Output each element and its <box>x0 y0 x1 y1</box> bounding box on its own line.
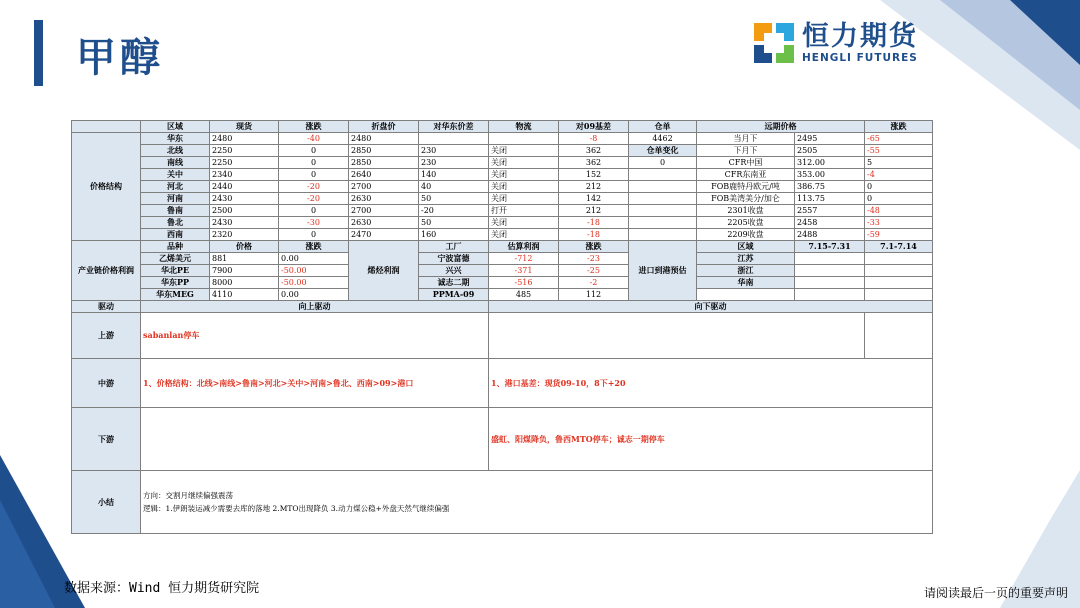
diff-cell: -20 <box>419 205 489 217</box>
factory-change-cell: -2 <box>559 277 629 289</box>
header-change2: 涨跌 <box>865 121 933 133</box>
change-cell: 0 <box>279 229 349 241</box>
change-cell: -30 <box>279 217 349 229</box>
forward-label-cell: 2209收盘 <box>697 229 795 241</box>
warehouse-cell <box>629 229 697 241</box>
basis-cell: -18 <box>559 229 629 241</box>
factory-profit-cell: -516 <box>489 277 559 289</box>
forward-label-cell: CFR中国 <box>697 157 795 169</box>
logistics-cell: 关闭 <box>489 145 559 157</box>
basis-cell: -18 <box>559 217 629 229</box>
table-row <box>72 265 933 277</box>
region-cell: 南线 <box>141 157 210 169</box>
disclaimer-note: 请阅读最后一页的重要声明 <box>923 586 1068 600</box>
warehouse-cell <box>629 217 697 229</box>
section-chain-profit: 产业链价格利润 <box>72 241 141 301</box>
product-name-cell: 乙烯美元 <box>141 253 210 265</box>
section-olefin-profit: 烯烃利润 <box>349 241 419 301</box>
change-cell: -20 <box>279 181 349 193</box>
logistics-cell: 关闭 <box>489 229 559 241</box>
forward-value-cell: 2488 <box>795 229 865 241</box>
region-cell: 北线 <box>141 145 210 157</box>
forward-change-cell: 5 <box>865 157 933 169</box>
factory-profit-cell: 485 <box>489 289 559 301</box>
warehouse-cell: 4462 <box>629 133 697 145</box>
forward-label-cell: 2205收盘 <box>697 217 795 229</box>
factory-name-cell: 宁波富德 <box>419 253 489 265</box>
logistics-cell: 打开 <box>489 205 559 217</box>
region-cell: 鲁南 <box>141 205 210 217</box>
import-period-2-cell <box>865 277 933 289</box>
product-price-cell: 7900 <box>210 265 279 277</box>
logistics-cell: 关闭 <box>489 193 559 205</box>
basis-cell: 152 <box>559 169 629 181</box>
forward-label-cell: 当月下 <box>697 133 795 145</box>
change-cell: 0 <box>279 205 349 217</box>
warehouse-cell <box>629 205 697 217</box>
header-up-driver: 向上驱动 <box>141 301 489 313</box>
header-product-change: 涨跌 <box>279 241 349 253</box>
converted-cell: 2850 <box>349 157 419 169</box>
table-row <box>72 181 933 193</box>
converted-cell: 2640 <box>349 169 419 181</box>
up-driver-cell <box>141 313 489 359</box>
forward-change-cell: -33 <box>865 217 933 229</box>
forward-change-cell: -59 <box>865 229 933 241</box>
forward-change-cell: -55 <box>865 145 933 157</box>
table-row <box>72 121 933 133</box>
factory-profit-cell: -712 <box>489 253 559 265</box>
spot-cell: 2340 <box>210 169 279 181</box>
header-vs_east: 对华东价差 <box>419 121 489 133</box>
logistics-cell <box>489 133 559 145</box>
section-import-estimate: 进口到港预估 <box>629 241 697 301</box>
factory-name-cell: PPMA-09 <box>419 289 489 301</box>
region-cell: 鲁北 <box>141 217 210 229</box>
product-change-cell: 0.00 <box>279 253 349 265</box>
warehouse-cell <box>629 193 697 205</box>
forward-value-cell: 312.00 <box>795 157 865 169</box>
header-change: 涨跌 <box>279 121 349 133</box>
import-period-2-cell <box>865 289 933 301</box>
header-blank <box>72 121 141 133</box>
table-row <box>72 145 933 157</box>
region-cell: 西南 <box>141 229 210 241</box>
header-product: 品种 <box>141 241 210 253</box>
header-spot: 现货 <box>210 121 279 133</box>
section-price-structure: 价格结构 <box>72 133 141 241</box>
forward-change-cell: -4 <box>865 169 933 181</box>
basis-cell: -8 <box>559 133 629 145</box>
product-change-cell: 0.00 <box>279 289 349 301</box>
import-area-cell: 江苏 <box>697 253 795 265</box>
logistics-cell: 关闭 <box>489 181 559 193</box>
converted-cell: 2700 <box>349 181 419 193</box>
methanol-data-table <box>71 120 933 534</box>
table-row <box>72 229 933 241</box>
import-period-1-cell <box>795 253 865 265</box>
driver-stage-cell: 下游 <box>72 408 141 471</box>
company-logo <box>754 22 918 64</box>
logistics-cell: 关闭 <box>489 169 559 181</box>
spot-cell: 2320 <box>210 229 279 241</box>
forward-change-cell: 0 <box>865 193 933 205</box>
import-period-2-cell <box>865 265 933 277</box>
up-driver-text: 1、价格结构：北线>南线>鲁南>河北>关中>河南>鲁北、西南>09>港口 <box>143 377 414 388</box>
up-driver-cell <box>141 408 489 471</box>
product-name-cell: 华东MEG <box>141 289 210 301</box>
change-cell: 0 <box>279 169 349 181</box>
header-region: 区域 <box>141 121 210 133</box>
header-factory-change: 涨跌 <box>559 241 629 253</box>
table-row <box>72 277 933 289</box>
header-forward: 远期价格 <box>697 121 865 133</box>
region-cell: 河南 <box>141 193 210 205</box>
logistics-cell: 关闭 <box>489 157 559 169</box>
warehouse-cell: 0 <box>629 157 697 169</box>
table-row <box>72 193 933 205</box>
spot-cell: 2480 <box>210 133 279 145</box>
diff-cell: 50 <box>419 193 489 205</box>
summary-text: 方向：交割月继续偏强震荡 <box>143 491 233 500</box>
table-row <box>72 253 933 265</box>
change-cell: 0 <box>279 145 349 157</box>
header-area: 区域 <box>697 241 795 253</box>
basis-cell: 212 <box>559 181 629 193</box>
header-converted: 折盘价 <box>349 121 419 133</box>
logistics-cell: 关闭 <box>489 217 559 229</box>
converted-cell: 2470 <box>349 229 419 241</box>
forward-value-cell: 2495 <box>795 133 865 145</box>
logo-english-text: HENGLI FUTURES <box>802 52 918 64</box>
down-driver-cell <box>489 313 865 359</box>
factory-change-cell: -23 <box>559 253 629 265</box>
logo-mark-icon <box>754 23 794 63</box>
header-logistics: 物流 <box>489 121 559 133</box>
product-change-cell: -50.00 <box>279 277 349 289</box>
forward-value-cell: 2505 <box>795 145 865 157</box>
table-row <box>72 408 933 471</box>
table-row <box>72 169 933 181</box>
import-period-1-cell <box>795 265 865 277</box>
driver-stage-cell: 上游 <box>72 313 141 359</box>
header-warehouse: 仓单 <box>629 121 697 133</box>
spot-cell: 2430 <box>210 193 279 205</box>
converted-cell: 2700 <box>349 205 419 217</box>
forward-value-cell: 386.75 <box>795 181 865 193</box>
converted-cell: 2850 <box>349 145 419 157</box>
change-cell: -20 <box>279 193 349 205</box>
forward-label-cell: CFR东南亚 <box>697 169 795 181</box>
spot-cell: 2500 <box>210 205 279 217</box>
spot-cell: 2250 <box>210 157 279 169</box>
down-driver-cell <box>489 359 933 408</box>
header-period-1: 7.15-7.31 <box>795 241 865 253</box>
converted-cell: 2630 <box>349 193 419 205</box>
import-period-2-cell <box>865 253 933 265</box>
title-accent-bar <box>34 20 43 86</box>
logo-chinese-text: 恒力期货 <box>802 21 918 52</box>
forward-value-cell: 2458 <box>795 217 865 229</box>
down-driver-text: 盛虹、阳煤降负，鲁西MTO停车；诚志一期停车 <box>491 433 665 444</box>
diff-cell: 160 <box>419 229 489 241</box>
section-drivers: 驱动 <box>72 301 141 313</box>
table-row <box>72 205 933 217</box>
forward-value-cell: 353.00 <box>795 169 865 181</box>
change-cell: -40 <box>279 133 349 145</box>
up-driver-cell <box>141 359 489 408</box>
blank-cell <box>865 313 933 359</box>
forward-label-cell: FOB美湾美分/加仑 <box>697 193 795 205</box>
data-source: 数据来源：Wind 恒力期货研究院 <box>64 581 260 596</box>
header-period-2: 7.1-7.14 <box>865 241 933 253</box>
product-change-cell: -50.00 <box>279 265 349 277</box>
diff-cell: 230 <box>419 145 489 157</box>
table-row <box>72 217 933 229</box>
region-cell: 华东 <box>141 133 210 145</box>
import-area-cell: 浙江 <box>697 265 795 277</box>
table-row <box>72 289 933 301</box>
diff-cell: 50 <box>419 217 489 229</box>
region-cell: 河北 <box>141 181 210 193</box>
diff-cell: 230 <box>419 157 489 169</box>
factory-name-cell: 诚志二期 <box>419 277 489 289</box>
factory-name-cell: 兴兴 <box>419 265 489 277</box>
table-row <box>72 157 933 169</box>
table-row <box>72 359 933 408</box>
driver-stage-cell: 中游 <box>72 359 141 408</box>
converted-cell: 2630 <box>349 217 419 229</box>
forward-value-cell: 113.75 <box>795 193 865 205</box>
region-cell: 关中 <box>141 169 210 181</box>
factory-change-cell: 112 <box>559 289 629 301</box>
page-title: 甲醇 <box>76 34 164 81</box>
diff-cell: 140 <box>419 169 489 181</box>
header-basis09: 对09基差 <box>559 121 629 133</box>
header-factory: 工厂 <box>419 241 489 253</box>
forward-value-cell: 2557 <box>795 205 865 217</box>
basis-cell: 142 <box>559 193 629 205</box>
forward-change-cell: 0 <box>865 181 933 193</box>
up-driver-text: sabanlan停车 <box>143 330 200 340</box>
table-row <box>72 241 933 253</box>
warehouse-cell: 仓单变化 <box>629 145 697 157</box>
table-row <box>72 301 933 313</box>
summary-cell <box>141 471 933 534</box>
forward-label-cell: 下月下 <box>697 145 795 157</box>
basis-cell: 362 <box>559 145 629 157</box>
forward-change-cell: -65 <box>865 133 933 145</box>
header-down-driver: 向下驱动 <box>489 301 933 313</box>
import-period-1-cell <box>795 289 865 301</box>
spot-cell: 2250 <box>210 145 279 157</box>
product-price-cell: 4110 <box>210 289 279 301</box>
header-profit: 估算利润 <box>489 241 559 253</box>
import-period-1-cell <box>795 277 865 289</box>
down-driver-cell <box>489 408 933 471</box>
basis-cell: 212 <box>559 205 629 217</box>
down-driver-text: 1、港口基差：现货09-10，8下+20 <box>491 377 626 388</box>
warehouse-cell <box>629 169 697 181</box>
product-name-cell: 华东PP <box>141 277 210 289</box>
forward-label-cell: FOB鹿特丹欧元/吨 <box>697 181 795 193</box>
basis-cell: 362 <box>559 157 629 169</box>
header-price: 价格 <box>210 241 279 253</box>
product-name-cell: 华北PE <box>141 265 210 277</box>
forward-label-cell: 2301收盘 <box>697 205 795 217</box>
spot-cell: 2430 <box>210 217 279 229</box>
diff-cell: 40 <box>419 181 489 193</box>
warehouse-cell <box>629 181 697 193</box>
change-cell: 0 <box>279 157 349 169</box>
converted-cell: 2480 <box>349 133 419 145</box>
import-area-cell <box>697 289 795 301</box>
summary-label-cell: 小结 <box>72 471 141 534</box>
import-area-cell: 华南 <box>697 277 795 289</box>
diff-cell <box>419 133 489 145</box>
factory-change-cell: -25 <box>559 265 629 277</box>
product-price-cell: 881 <box>210 253 279 265</box>
factory-profit-cell: -371 <box>489 265 559 277</box>
forward-change-cell: -48 <box>865 205 933 217</box>
table-row <box>72 133 933 145</box>
table-row <box>72 313 933 359</box>
summary-text: 逻辑：1.伊朗装运减少需要去库的落地 2.MTO出现降负 3.动力煤公稳+外盘天然气继续偏强 <box>143 504 450 513</box>
spot-cell: 2440 <box>210 181 279 193</box>
product-price-cell: 8000 <box>210 277 279 289</box>
table-row <box>72 471 933 534</box>
